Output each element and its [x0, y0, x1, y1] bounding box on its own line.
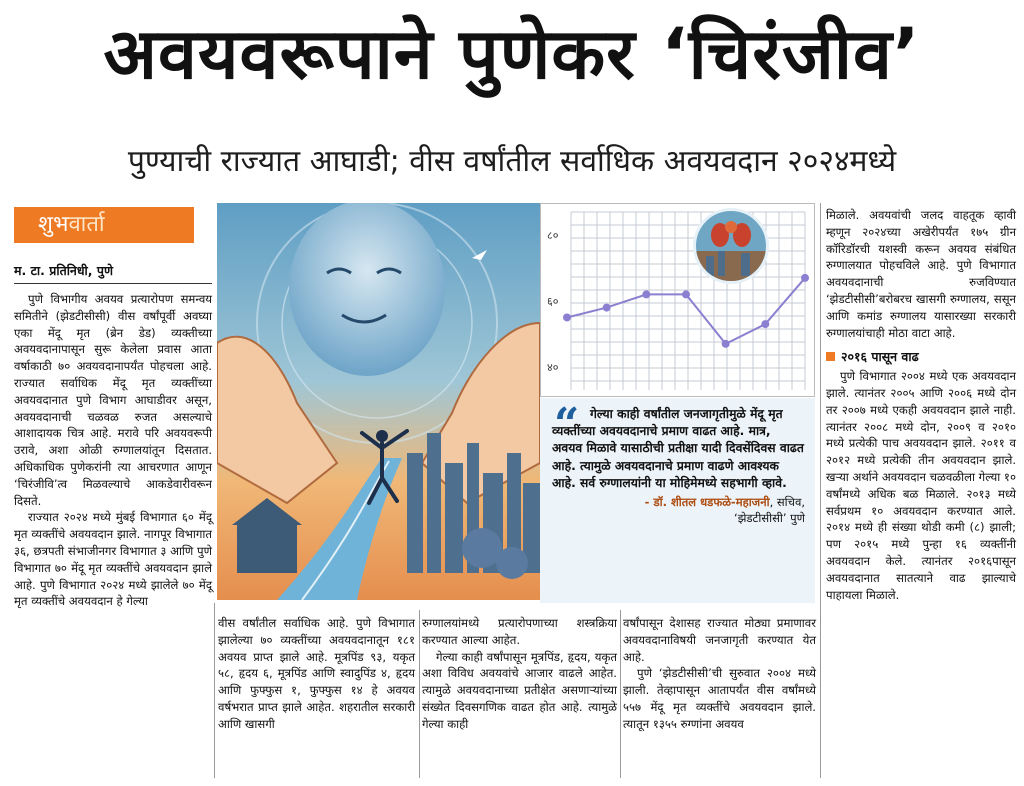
- column-3: [422, 615, 617, 733]
- quote-author-role: , सचिव,: [769, 495, 805, 510]
- col1-paragraph-1: पुणे विभागीय अवयव प्रत्यारोपण समन्वय समितीने (झेडटीसीसी) वीस वर्षांपूर्वी अवघ्या एका मेंदू मृत (ब्रेन डेड) व्यक्तीच्या अवयवदानापासून सुरू केलेला प्रवास आता वर्षाकाठी ७० अवयवदानापर्यंत पोहचला आहे. राज्यात सर्वाधिक मेंदू मृत व्यक्तींच्या अवयवदानात पुणे विभाग आघाडीवर असून, अवयवदानाची चळवळ रुजत असल्याचे आशादायक चित्र आहे. मरावे परि अवयवरूपी उरावे, अशा ओळी रुग्णालयांतून दिसतात. अधिकाधिक पुणेकरांनी त्या आचरणात आणून ‘चिरंजीवि’त्व मिळवल्याचे आकडेवारीवरून दिसते.: [14, 292, 212, 508]
- data-point: [563, 313, 571, 321]
- col5-paragraph-2: पुणे विभागात २००४ मध्ये एक अवयवदान झाले. त्यानंतर २००५ आणि २००६ मध्ये दोन तर २००७ मध्ये एकही अवयवदान झाले नाही. त्यानंतर २००८ मध्ये दोन, २००९ व २०१० मध्ये प्रत्येकी पाच अवयवदान झाले. २०११ व २०१२ मध्ये प्रत्येकी तीन अवयवदान झाले. खऱ्या अर्थाने अवयवदान चळवळीला गेल्या १० वर्षांमध्ये अधिक बळ मिळाले. २०१३ मध्ये सर्वप्रथम १० अवयवदान करण्यात आले. २०१४ मध्ये ही संख्या थोडी कमी (८) झाली; पण २०१५ मध्ये पुन्हा १६ व्यक्तींनी अवयवदान केले. त्यानंतर २०१६पासून अवयवदानात सातत्याने वाढ झाल्याचे पाहायला मिळाले.: [826, 369, 1016, 602]
- y-tick-label: ८०: [547, 229, 559, 243]
- col3-paragraph-1: रुग्णालयांमध्ये प्रत्यारोपणाच्या शस्त्रक्रिया करण्यात आल्या आहेत.: [422, 616, 617, 647]
- pull-quote: [540, 398, 815, 603]
- illustration: [217, 203, 540, 600]
- section-tag-part1: शुभ: [38, 212, 69, 237]
- data-point: [682, 290, 690, 298]
- section-heading: [826, 349, 1016, 366]
- column-divider: [620, 610, 621, 778]
- data-point: [801, 274, 809, 282]
- col4-paragraph-1: वर्षांपासून देशासह राज्यात मोठ्या प्रमाणावर अवयवदानाविषयी जनजागृती करण्यात येत आहे.: [623, 616, 816, 664]
- column-1: [14, 291, 212, 610]
- y-tick-label: ६०: [547, 295, 559, 308]
- subheadline: पुण्याची राज्यात आघाडी; वीस वर्षांतील सर्वाधिक अवयवदान २०२४मध्ये: [127, 144, 897, 179]
- column-divider: [214, 603, 215, 778]
- col2-paragraph: वीस वर्षांतील सर्वाधिक आहे. पुणे विभागात झालेल्या ७० व्यक्तींच्या अवयवदानातून १८१ अवयव प्राप्त झाले आहे. मूत्रपिंड ९३, यकृत ५८, हृदय ६, मूत्रपिंड आणि स्वादुपिंड ४, हृदय आणि फुफ्फुस १, फुफ्फुस १४ हे अवयव वर्षभरात प्राप्त झाले आहेत. शहरातील सरकारी आणि खासगी: [218, 616, 415, 731]
- quote-text: गेल्या काही वर्षांतील जनजागृतीमुळे मेंदू मृत व्यक्तींच्या अवयवदानाचे प्रमाण वाढत आहे. मात्र, अवयव मिळावे यासाठीची प्रतीक्षा यादी दिवसेंदिवस वाढत आहे. त्यामुळे अवयवदानाचे प्रमाण वाढणे आवश्यक आहे. सर्व रुग्णालयांनी या मोहिमेमध्ये सहभागी व्हावे.: [552, 407, 804, 490]
- byline-divider: [14, 283, 212, 284]
- data-point: [722, 340, 730, 348]
- organ-icon: [693, 208, 769, 284]
- byline: म. टा. प्रतिनिधी, पुणे: [14, 263, 114, 278]
- quote-mark-icon: “: [554, 399, 580, 450]
- section-heading-text: २०१६ पासून वाढ: [841, 349, 919, 365]
- quote-org: ‘झेडटीसीसी’ पुणे: [734, 511, 805, 526]
- col5-paragraph-1: मिळाले. अवयवांची जलद वाहतूक व्हावी म्हणून २०२४च्या अखेरीपर्यंत १७५ ग्रीन कॉरिडॉरची यशस्वी करून अवयव संबंधित रुग्णालयात पोहचविले आहे. पुणे विभागात अवयवदानाची रुजविण्यात ‘झेडटीसीसी’बरोबरच खासगी रुग्णालय, ससून आणि कमांड रुग्णालय यासारख्या सरकारी रुग्णालयांचाही मोठा वाटा आहे.: [826, 208, 1016, 340]
- column-divider: [820, 203, 821, 778]
- data-point: [603, 304, 611, 312]
- column-2: [218, 615, 415, 733]
- section-tag-part2: वार्ता: [68, 212, 105, 237]
- quote-author: - डॉ. शीतल धडफळे-महाजनी: [644, 495, 770, 510]
- column-divider: [419, 610, 420, 778]
- chart-panel: [540, 203, 815, 397]
- col3-paragraph-2: गेल्या काही वर्षांपासून मूत्रपिंड, हृदय, यकृत अशा विविध अवयवांचे आजार वाढले आहेत. त्यामुळे अवयवदानाच्या प्रतीक्षेत असणाऱ्यांच्या संख्येत दिवसगणिक वाढत होत आहे. त्यामुळे गेल्या काही: [422, 649, 617, 731]
- line-chart: [541, 204, 814, 396]
- series-line: [567, 278, 805, 344]
- y-tick-label: ४०: [547, 360, 559, 374]
- section-tag: [14, 207, 194, 243]
- col1-paragraph-2: राज्यात २०२४ मध्ये मुंबई विभागात ६० मेंदू मृत व्यक्तींचे अवयवदान झाले. नागपूर विभागात ३६, छत्रपती संभाजीनगर विभागात ३ आणि पुणे विभागात ७० मेंदू मृत व्यक्तींचे अवयवदान झाले आहे. पुणे विभागात २०२४ मध्ये झालेले ७० मेंदू मृत व्यक्तींचे अवयवदान हे गेल्या: [14, 510, 212, 609]
- data-point: [761, 320, 769, 328]
- hands-city-illustration: [217, 203, 540, 600]
- col4-paragraph-2: पुणे ‘झेडटीसीसी’ची सुरुवात २००४ मध्ये झाली. तेव्हापासून आतापर्यंत वीस वर्षांमध्ये ५५७ मेंदू मृत व्यक्तींचे अवयवदान झाले. त्यातून १३५५ रुग्णांना अवयव: [623, 666, 816, 731]
- data-point: [642, 290, 650, 298]
- quote-attribution: [552, 494, 805, 526]
- bullet-square-icon: [826, 352, 835, 361]
- column-5: [826, 207, 1016, 603]
- column-4: [623, 615, 816, 733]
- headline: अवयवरूपाने पुणेकर ‘चिरंजीव’: [103, 13, 921, 95]
